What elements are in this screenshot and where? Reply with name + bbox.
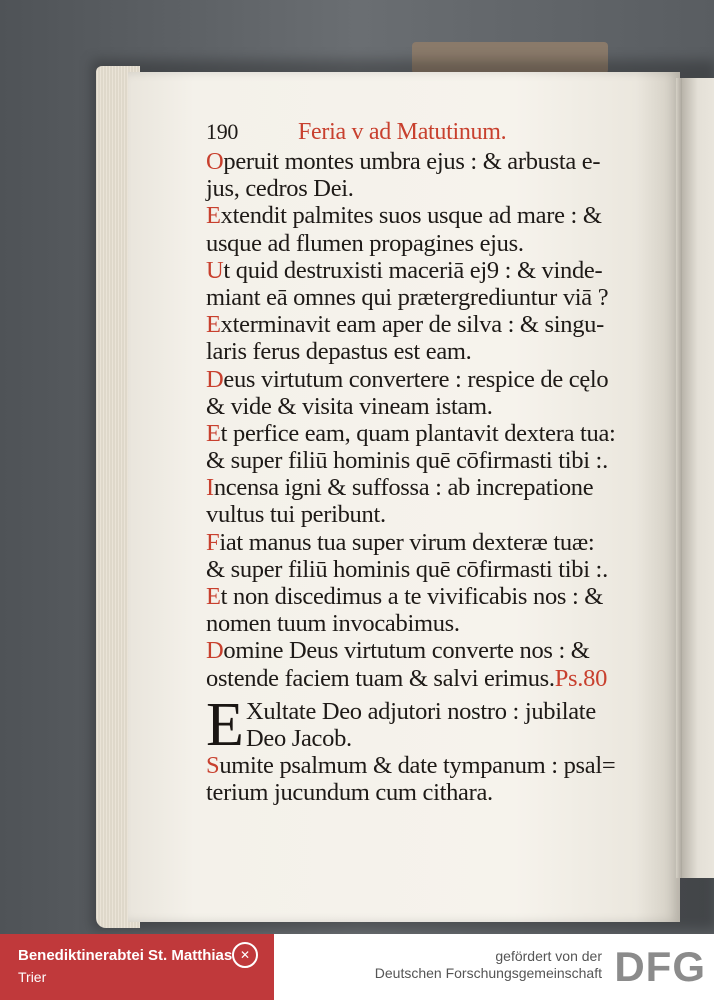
verse-initial: E xyxy=(206,583,221,610)
running-title: Feria v ad Matutinum. xyxy=(298,119,507,145)
verse xyxy=(206,257,656,311)
abbey-logo-icon: ✕ xyxy=(232,942,258,968)
verse-line: terium jucundum cum cithara. xyxy=(206,778,493,806)
verse-line: iat manus tua super virum dexteræ tuæ: xyxy=(219,528,595,556)
verse-initial: S xyxy=(206,751,220,779)
verse xyxy=(206,366,656,420)
verse xyxy=(206,420,656,474)
page-text xyxy=(206,118,656,806)
verse-initial: F xyxy=(206,528,220,556)
verse-line: umite psalmum & date tympanum : psal= xyxy=(219,751,616,779)
verse-initial: E xyxy=(206,311,221,339)
verse xyxy=(206,148,656,202)
verse-line: Xultate Deo adjutori nostro : jubilate xyxy=(246,697,596,725)
verse-line: eus virtutum convertere : respice de cęlo xyxy=(223,365,609,393)
verse-line: ostende faciem tuam & salvi erimus. xyxy=(206,664,555,692)
verse-initial: O xyxy=(206,148,224,175)
verse xyxy=(206,752,656,806)
verse-line: peruit montes umbra ejus : & arbusta e- xyxy=(223,148,601,175)
verse-initial: E xyxy=(206,202,221,230)
verse-line: miant eā omnes qui prætergrediuntur viā ? xyxy=(206,283,609,311)
verse-line: & super filiū hominis quē cōfirmasti tibi :. xyxy=(206,555,608,583)
funder-text xyxy=(375,948,602,982)
verse-line: jus, cedros Dei. xyxy=(206,175,354,203)
verse xyxy=(206,583,656,637)
verse-line: xtendit palmites suos usque ad mare : & xyxy=(220,202,602,230)
decorated-initial: E xyxy=(206,690,244,759)
page-header xyxy=(206,118,656,148)
verse-line: usque ad flumen propagines ejus. xyxy=(206,229,524,257)
verse xyxy=(206,529,656,583)
verse-line: t quid destruxisti maceriā ej9 : & vinde- xyxy=(223,256,603,284)
verse xyxy=(206,474,656,528)
verse-line: xterminavit eam aper de silva : & singu- xyxy=(220,311,604,339)
page-number: 190 xyxy=(206,119,239,144)
psalm-rubric: Ps.80 xyxy=(554,664,608,692)
verse-line: t non discedimus a te vivificabis nos : & xyxy=(220,583,604,610)
verse-line: & vide & visita vineam istam. xyxy=(206,392,493,420)
institution-panel[interactable] xyxy=(0,934,274,1000)
funder-line: gefördert von der xyxy=(495,948,602,964)
verse-initial: E xyxy=(206,419,221,447)
verse xyxy=(206,202,656,256)
dfg-logo[interactable]: DFG xyxy=(614,943,706,990)
verse-line: vultus tui peribunt. xyxy=(206,501,386,529)
psalm-start xyxy=(206,690,656,759)
verse-line: nomen tuum invocabimus. xyxy=(206,610,460,638)
verse-line: & super filiū hominis quē cōfirmasti tibi :. xyxy=(206,447,608,475)
verse-line: Deo Jacob. xyxy=(246,724,352,752)
verse xyxy=(206,637,656,691)
verse-initial: D xyxy=(206,637,224,665)
right-page-edge xyxy=(682,78,714,878)
verse xyxy=(206,311,656,365)
footer-bar xyxy=(0,934,714,1000)
verse-initial: I xyxy=(206,474,214,502)
institution-name: Benediktinerabtei St. Matthias xyxy=(18,947,233,964)
verse-line: ncensa igni & suffossa : ab increpatione xyxy=(213,474,594,502)
funder-name: Deutschen Forschungsgemeinschaft xyxy=(374,965,602,981)
institution-city: Trier xyxy=(18,969,47,985)
verse-line: laris ferus depastus est eam. xyxy=(206,338,472,366)
verse-initial: D xyxy=(206,365,224,393)
verse-line: omine Deus virtutum converte nos : & xyxy=(223,637,590,665)
verse-line: t perfice eam, quam plantavit dextera tua: xyxy=(220,419,616,447)
verse-initial: U xyxy=(206,256,224,284)
